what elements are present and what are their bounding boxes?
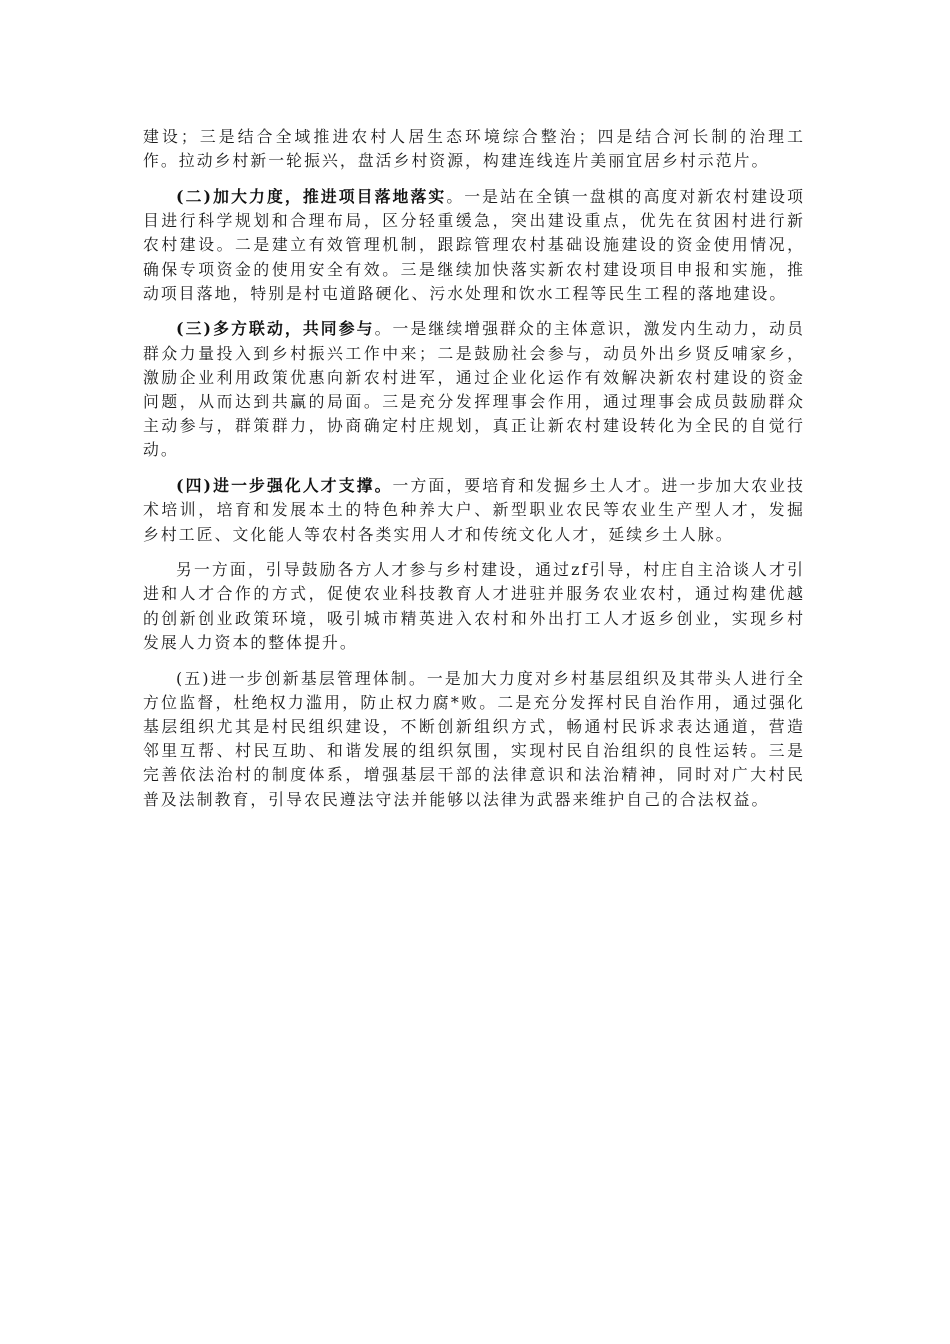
section-heading: (三)多方联动，共同参与 bbox=[176, 319, 375, 339]
document-body bbox=[143, 125, 805, 823]
paragraph-section-5 bbox=[143, 667, 805, 812]
paragraph-section-4-continued bbox=[143, 558, 805, 655]
paragraph-text: 。一是继续增强群众的主体意识，激发内生动力，动员群众力量投入到乡村振兴工作中来；二是鼓励社会参与，动员外出乡贤反哺家乡，激励企业利用政策优惠向新农村进军，通过企业化运作有效解决新农村建设的资金问题，从而达到共赢的局面。三是充分发挥理事会作用，通过理事会成员鼓励群众主动参与，群策群力，协商确定村庄规划，真正让新农村建设转化为全民的自觉行动。 bbox=[143, 319, 805, 460]
paragraph-section-4 bbox=[143, 474, 805, 547]
paragraph-text: 。一是站在全镇一盘棋的高度对新农村建设项目进行科学规划和合理布局，区分轻重缓急，突出建设重点，优先在贫困村进行新农村建设。二是建立有效管理机制，跟踪管理农村基础设施建设的资金使用情况，确保专项资金的使用安全有效。三是继续加快落实新农村建设项目申报和实施，推动项目落地，特别是村屯道路硬化、污水处理和饮水工程等民生工程的落地建设。 bbox=[143, 186, 805, 303]
paragraph-continuation bbox=[143, 125, 805, 173]
paragraph-text: 另一方面，引导鼓励各方人才参与乡村建设，通过zf引导，村庄自主洽谈人才引进和人才合作的方式，促使农业科技教育人才进驻并服务农业农村，通过构建优越的创新创业政策环境，吸引城市精英进入农村和外出打工人才返乡创业，实现乡村发展人力资本的整体提升。 bbox=[143, 560, 805, 652]
paragraph-text: 建设；三是结合全域推进农村人居生态环境综合整治；四是结合河长制的治理工作。拉动乡村新一轮振兴，盘活乡村资源，构建连线连片美丽宜居乡村示范片。 bbox=[143, 127, 805, 171]
paragraph-text: 一方面，要培育和发掘乡土人才。进一步加大农业技术培训，培育和发展本土的特色种养大户、新型职业农民等农业生产型人才，发掘乡村工匠、文化能人等农村各类实用人才和传统文化人才，延续乡土人脉。 bbox=[143, 476, 805, 544]
section-heading: (二)加大力度，推进项目落地落实 bbox=[176, 186, 447, 206]
paragraph-section-2 bbox=[143, 185, 805, 306]
paragraph-section-3 bbox=[143, 317, 805, 462]
section-heading: (四)进一步强化人才支撑。 bbox=[176, 476, 393, 496]
paragraph-text: (五)进一步创新基层管理体制。一是加大力度对乡村基层组织及其带头人进行全方位监督，杜绝权力滥用，防止权力腐*败。二是充分发挥村民自治作用，通过强化基层组织尤其是村民组织建设，不断创新组织方式，畅通村民诉求表达通道，营造邻里互帮、村民互助、和谐发展的组织氛围，实现村民自治组织的良性运转。三是完善依法治村的制度体系，增强基层干部的法律意识和法治精神，同时对广大村民普及法制教育，引导农民遵法守法并能够以法律为武器来维护自己的合法权益。 bbox=[143, 668, 805, 809]
